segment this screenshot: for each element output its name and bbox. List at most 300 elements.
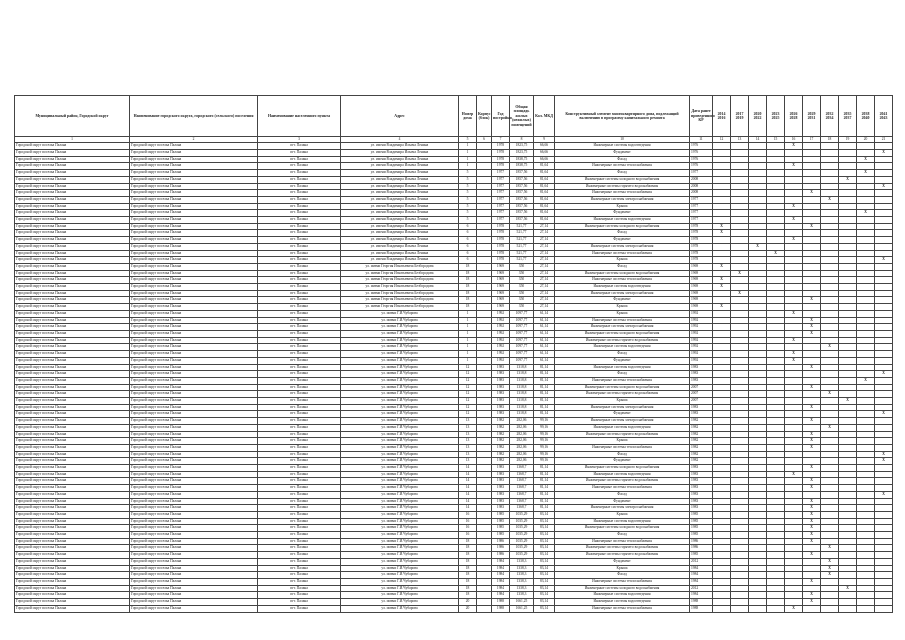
- table-row: [15, 237, 893, 244]
- period-cell: [839, 183, 857, 190]
- block-cell: [477, 243, 492, 250]
- period-cell: [785, 371, 803, 378]
- house-number-cell: 5: [459, 196, 477, 203]
- settlement-cell: Городской округ поселка Палана: [130, 237, 258, 244]
- year-built-cell: 1982: [492, 418, 510, 425]
- area-cell: 1097,77: [510, 351, 534, 358]
- address-cell: ул. имени Владимира Ильича Ленина: [341, 156, 459, 163]
- period-cell: [731, 230, 749, 237]
- mkd-count-cell: 81,14: [534, 384, 555, 391]
- mkd-count-cell: 81,64: [534, 203, 555, 210]
- table-row: [15, 230, 893, 237]
- period-cell: [821, 257, 839, 264]
- period-cell: [857, 217, 875, 224]
- block-cell: [477, 357, 492, 364]
- area-cell: 1035,29: [510, 552, 534, 559]
- period-cell: [839, 284, 857, 291]
- period-cell: X: [803, 190, 821, 197]
- locality-cell: пгт. Палана: [258, 491, 341, 498]
- period-cell: [839, 223, 857, 230]
- period-cell: [839, 451, 857, 458]
- period-cell: [875, 237, 893, 244]
- year-built-cell: 1983: [492, 471, 510, 478]
- area-cell: 1661,25: [510, 605, 534, 612]
- table-row: [15, 438, 893, 445]
- period-cell: [767, 552, 785, 559]
- period-cell: X: [803, 498, 821, 505]
- district-cell: Городской округ поселка Палана: [15, 498, 130, 505]
- locality-cell: пгт. Палана: [258, 505, 341, 512]
- district-cell: Городской округ поселка Палана: [15, 411, 130, 418]
- period-cell: [839, 505, 857, 512]
- period-cell: [839, 565, 857, 572]
- period-cell: [749, 411, 767, 418]
- district-cell: Городской округ поселка Палана: [15, 605, 130, 612]
- period-cell: [749, 599, 767, 606]
- period-cell: [713, 344, 731, 351]
- period-cell: X: [731, 270, 749, 277]
- house-number-cell: 18: [459, 284, 477, 291]
- settlement-cell: Городской округ поселка Палана: [130, 585, 258, 592]
- period-cell: X: [803, 324, 821, 331]
- year-built-cell: 1983: [492, 377, 510, 384]
- locality-cell: пгт. Палана: [258, 478, 341, 485]
- locality-cell: пгт. Палана: [258, 290, 341, 297]
- prev-repair-cell: 1983: [690, 471, 713, 478]
- period-cell: [821, 304, 839, 311]
- table-row: [15, 585, 893, 592]
- period-cell: [713, 418, 731, 425]
- period-cell: [839, 357, 857, 364]
- mkd-count-cell: 81,64: [534, 196, 555, 203]
- period-cell: [767, 377, 785, 384]
- period-cell: [713, 297, 731, 304]
- period-cell: [767, 505, 785, 512]
- period-cell: [713, 357, 731, 364]
- district-cell: Городской округ поселка Палана: [15, 257, 130, 264]
- table-row: [15, 579, 893, 586]
- period-cell: [713, 190, 731, 197]
- period-cell: [821, 431, 839, 438]
- house-number-cell: 18: [459, 585, 477, 592]
- period-cell: [767, 538, 785, 545]
- element-cell: Инженерные системы электроснабжения: [555, 243, 690, 250]
- period-cell: [857, 277, 875, 284]
- period-cell: [875, 424, 893, 431]
- period-cell: [731, 518, 749, 525]
- table-row: [15, 458, 893, 465]
- settlement-cell: Городской округ поселка Палана: [130, 364, 258, 371]
- block-cell: [477, 344, 492, 351]
- house-number-cell: 5: [459, 217, 477, 224]
- period-cell: [839, 592, 857, 599]
- year-built-cell: 1983: [492, 371, 510, 378]
- year-built-cell: 1978: [492, 257, 510, 264]
- period-cell: [839, 532, 857, 539]
- locality-cell: пгт. Палана: [258, 351, 341, 358]
- table-row: [15, 511, 893, 518]
- element-cell: Инженерные системы холодного водоснабжения: [555, 525, 690, 532]
- column-header: Муниципальный район, Городской округ: [15, 96, 130, 137]
- period-cell: [821, 579, 839, 586]
- house-number-cell: 13: [459, 444, 477, 451]
- address-cell: ул. имени Г.И.Чубарова: [341, 404, 459, 411]
- mkd-count-cell: 83,14: [534, 572, 555, 579]
- period-cell: [731, 324, 749, 331]
- district-cell: Городской округ поселка Палана: [15, 210, 130, 217]
- prev-repair-cell: 1992: [690, 337, 713, 344]
- table-row: [15, 377, 893, 384]
- mkd-count-cell: 81,14: [534, 465, 555, 472]
- period-cell: [731, 545, 749, 552]
- settlement-cell: Городской округ поселка Палана: [130, 351, 258, 358]
- period-cell: [839, 351, 857, 358]
- district-cell: Городской округ поселка Палана: [15, 263, 130, 270]
- prev-repair-cell: 1984: [690, 579, 713, 586]
- element-cell: Инженерные системы горячего водоснабжения: [555, 545, 690, 552]
- period-cell: [857, 357, 875, 364]
- period-cell: [749, 230, 767, 237]
- settlement-cell: Городской округ поселка Палана: [130, 498, 258, 505]
- address-cell: ул. имени Владимира Ильича Ленина: [341, 196, 459, 203]
- year-built-cell: 1977: [492, 196, 510, 203]
- prev-repair-cell: 1992: [690, 351, 713, 358]
- column-header: 2029 2031: [803, 96, 821, 137]
- district-cell: Городской округ поселка Палана: [15, 371, 130, 378]
- year-built-cell: 1984: [492, 565, 510, 572]
- prev-repair-cell: 1983: [690, 485, 713, 492]
- element-cell: Фасад: [555, 230, 690, 237]
- period-cell: [713, 170, 731, 177]
- area-cell: 1318,8: [510, 364, 534, 371]
- house-number-cell: 16: [459, 518, 477, 525]
- element-cell: Инженерные системы электроснабжения: [555, 505, 690, 512]
- mkd-count-cell: 81,14: [534, 498, 555, 505]
- period-cell: [713, 498, 731, 505]
- period-cell: [767, 444, 785, 451]
- period-cell: [731, 176, 749, 183]
- period-cell: [821, 297, 839, 304]
- period-cell: [821, 364, 839, 371]
- locality-cell: пгт. Палана: [258, 277, 341, 284]
- house-number-cell: 12: [459, 384, 477, 391]
- element-cell: Инженерные системы теплоснабжения: [555, 317, 690, 324]
- address-cell: ул. имени Г.И.Чубарова: [341, 518, 459, 525]
- area-cell: 1035,29: [510, 525, 534, 532]
- address-cell: ул. имени Г.И.Чубарова: [341, 471, 459, 478]
- prev-repair-cell: 2007: [690, 391, 713, 398]
- period-cell: [749, 545, 767, 552]
- period-cell: [803, 424, 821, 431]
- period-cell: [749, 471, 767, 478]
- year-built-cell: 1983: [492, 384, 510, 391]
- area-cell: 350: [510, 270, 534, 277]
- settlement-cell: Городской округ поселка Палана: [130, 176, 258, 183]
- period-cell: [749, 250, 767, 257]
- element-cell: Инженерные системы холодного водоснабжения: [555, 585, 690, 592]
- address-cell: ул. имени Г.И.Чубарова: [341, 398, 459, 405]
- period-cell: [713, 377, 731, 384]
- block-cell: [477, 150, 492, 157]
- period-cell: [839, 404, 857, 411]
- period-cell: X: [857, 210, 875, 217]
- table-row: [15, 565, 893, 572]
- mkd-count-cell: 61,14: [534, 324, 555, 331]
- period-cell: [785, 424, 803, 431]
- period-cell: [749, 371, 767, 378]
- period-cell: X: [803, 431, 821, 438]
- settlement-cell: Городской округ поселка Палана: [130, 277, 258, 284]
- table-row: [15, 505, 893, 512]
- year-built-cell: 1977: [492, 203, 510, 210]
- period-cell: [821, 357, 839, 364]
- locality-cell: пгт. Палана: [258, 170, 341, 177]
- table-row: [15, 257, 893, 264]
- period-cell: [803, 558, 821, 565]
- settlement-cell: Городской округ поселка Палана: [130, 511, 258, 518]
- block-cell: [477, 290, 492, 297]
- column-number: 5: [459, 137, 477, 143]
- locality-cell: пгт. Палана: [258, 297, 341, 304]
- period-cell: [713, 351, 731, 358]
- period-cell: [767, 592, 785, 599]
- address-cell: ул. имени Г.И.Чубарова: [341, 357, 459, 364]
- period-cell: X: [821, 344, 839, 351]
- period-cell: [785, 384, 803, 391]
- period-cell: [839, 518, 857, 525]
- house-number-cell: 18: [459, 552, 477, 559]
- locality-cell: пгт. Палана: [258, 143, 341, 150]
- period-cell: [713, 558, 731, 565]
- column-number: 7: [492, 137, 510, 143]
- period-cell: [749, 605, 767, 612]
- settlement-cell: Городской округ поселка Палана: [130, 217, 258, 224]
- table-row: [15, 156, 893, 163]
- period-cell: X: [857, 170, 875, 177]
- settlement-cell: Городской округ поселка Палана: [130, 270, 258, 277]
- house-number-cell: 5: [459, 210, 477, 217]
- period-cell: [767, 237, 785, 244]
- year-built-cell: 1982: [492, 424, 510, 431]
- period-cell: [857, 398, 875, 405]
- block-cell: [477, 532, 492, 539]
- mkd-count-cell: 81,64: [534, 210, 555, 217]
- period-cell: [731, 190, 749, 197]
- house-number-cell: 12: [459, 398, 477, 405]
- period-cell: [821, 310, 839, 317]
- district-cell: Городской округ поселка Палана: [15, 485, 130, 492]
- block-cell: [477, 263, 492, 270]
- element-cell: Фундамент: [555, 498, 690, 505]
- period-cell: [803, 304, 821, 311]
- prev-repair-cell: 1969: [690, 290, 713, 297]
- period-cell: [767, 183, 785, 190]
- period-cell: [875, 290, 893, 297]
- element-cell: Фасад: [555, 156, 690, 163]
- area-cell: 282,06: [510, 444, 534, 451]
- period-cell: [767, 424, 785, 431]
- area-cell: 1338,3: [510, 558, 534, 565]
- period-cell: [731, 377, 749, 384]
- area-cell: 1857,56: [510, 217, 534, 224]
- year-built-cell: 1978: [492, 163, 510, 170]
- period-cell: [857, 525, 875, 532]
- district-cell: Городской округ поселка Палана: [15, 183, 130, 190]
- period-cell: [731, 284, 749, 291]
- period-cell: [749, 444, 767, 451]
- period-cell: [731, 277, 749, 284]
- address-cell: ул. имени Г.И.Чубарова: [341, 377, 459, 384]
- period-cell: [767, 471, 785, 478]
- district-cell: Городской округ поселка Палана: [15, 377, 130, 384]
- period-cell: [749, 511, 767, 518]
- period-cell: [731, 371, 749, 378]
- locality-cell: пгт. Палана: [258, 223, 341, 230]
- element-cell: Фундамент: [555, 297, 690, 304]
- district-cell: Городской округ поселка Палана: [15, 163, 130, 170]
- period-cell: [767, 458, 785, 465]
- table-row: [15, 223, 893, 230]
- block-cell: [477, 485, 492, 492]
- block-cell: [477, 371, 492, 378]
- mkd-count-cell: 81,64: [534, 190, 555, 197]
- period-cell: [731, 243, 749, 250]
- period-cell: [785, 304, 803, 311]
- mkd-count-cell: 27,14: [534, 243, 555, 250]
- table-row: [15, 431, 893, 438]
- mkd-count-cell: 99,16: [534, 424, 555, 431]
- period-cell: [767, 290, 785, 297]
- column-number: 16: [785, 137, 803, 143]
- address-cell: ул. имени Г.И.Чубарова: [341, 424, 459, 431]
- district-cell: Городской округ поселка Палана: [15, 143, 130, 150]
- element-cell: Фасад: [555, 572, 690, 579]
- district-cell: Городской округ поселка Палана: [15, 277, 130, 284]
- mkd-count-cell: 83,14: [534, 592, 555, 599]
- period-cell: [767, 398, 785, 405]
- period-cell: [821, 223, 839, 230]
- address-cell: ул. имени Владимира Ильича Ленина: [341, 210, 459, 217]
- prev-repair-cell: 1992: [690, 317, 713, 324]
- period-cell: [767, 243, 785, 250]
- period-cell: X: [803, 538, 821, 545]
- element-cell: Крыша: [555, 310, 690, 317]
- element-cell: Крыша: [555, 511, 690, 518]
- period-cell: [839, 599, 857, 606]
- year-built-cell: 1982: [492, 458, 510, 465]
- block-cell: [477, 599, 492, 606]
- table-row: [15, 418, 893, 425]
- locality-cell: пгт. Палана: [258, 579, 341, 586]
- prev-repair-cell: 1969: [690, 277, 713, 284]
- mkd-count-cell: 61,14: [534, 330, 555, 337]
- column-header: 2038 2040: [857, 96, 875, 137]
- mkd-count-cell: 61,14: [534, 344, 555, 351]
- address-cell: ул. имени Г.И.Чубарова: [341, 538, 459, 545]
- settlement-cell: Городской округ поселка Палана: [130, 203, 258, 210]
- period-cell: X: [875, 183, 893, 190]
- column-header: Дата ранее проведенного КР: [690, 96, 713, 137]
- period-cell: [713, 324, 731, 331]
- house-number-cell: 18: [459, 592, 477, 599]
- period-cell: [821, 592, 839, 599]
- header-row: [15, 96, 893, 137]
- settlement-cell: Городской округ поселка Палана: [130, 552, 258, 559]
- block-cell: [477, 196, 492, 203]
- house-number-cell: 14: [459, 505, 477, 512]
- block-cell: [477, 176, 492, 183]
- settlement-cell: Городской округ поселка Палана: [130, 257, 258, 264]
- period-cell: [785, 532, 803, 539]
- period-cell: [749, 304, 767, 311]
- area-cell: 1857,56: [510, 183, 534, 190]
- period-cell: [875, 538, 893, 545]
- year-built-cell: 1983: [492, 478, 510, 485]
- period-cell: [785, 230, 803, 237]
- period-cell: [821, 458, 839, 465]
- period-cell: [875, 190, 893, 197]
- element-cell: Фасад: [555, 451, 690, 458]
- period-cell: [713, 143, 731, 150]
- period-cell: [731, 511, 749, 518]
- period-cell: [857, 257, 875, 264]
- period-cell: [713, 552, 731, 559]
- year-built-cell: 1977: [492, 217, 510, 224]
- house-number-cell: 1: [459, 156, 477, 163]
- period-cell: [767, 344, 785, 351]
- table-row: [15, 284, 893, 291]
- mkd-count-cell: 66,66: [534, 143, 555, 150]
- column-number: 11: [690, 137, 713, 143]
- element-cell: Инженерные системы электроснабжения: [555, 290, 690, 297]
- locality-cell: пгт. Палана: [258, 404, 341, 411]
- period-cell: [731, 250, 749, 257]
- settlement-cell: Городской округ поселка Палана: [130, 371, 258, 378]
- address-cell: ул. имени Г.И.Чубарова: [341, 438, 459, 445]
- period-cell: [803, 471, 821, 478]
- period-cell: [713, 217, 731, 224]
- period-cell: [767, 485, 785, 492]
- year-built-cell: 1992: [492, 310, 510, 317]
- prev-repair-cell: 1983: [690, 478, 713, 485]
- period-cell: [749, 210, 767, 217]
- period-cell: [839, 196, 857, 203]
- period-cell: [875, 324, 893, 331]
- area-cell: 350: [510, 290, 534, 297]
- period-cell: [749, 337, 767, 344]
- year-built-cell: 1969: [492, 277, 510, 284]
- period-cell: [731, 478, 749, 485]
- district-cell: Городской округ поселка Палана: [15, 364, 130, 371]
- period-cell: [785, 538, 803, 545]
- period-cell: [731, 196, 749, 203]
- mkd-count-cell: 81,14: [534, 485, 555, 492]
- period-cell: [785, 257, 803, 264]
- address-cell: ул. имени Г.И.Чубарова: [341, 384, 459, 391]
- period-cell: [857, 478, 875, 485]
- district-cell: Городской округ поселка Палана: [15, 156, 130, 163]
- block-cell: [477, 505, 492, 512]
- period-cell: X: [821, 424, 839, 431]
- period-cell: [785, 344, 803, 351]
- address-cell: ул. имени Г.И.Чубарова: [341, 458, 459, 465]
- table-row: [15, 398, 893, 405]
- period-cell: [749, 538, 767, 545]
- block-cell: [477, 585, 492, 592]
- period-cell: [839, 478, 857, 485]
- house-number-cell: 18: [459, 304, 477, 311]
- period-cell: [749, 579, 767, 586]
